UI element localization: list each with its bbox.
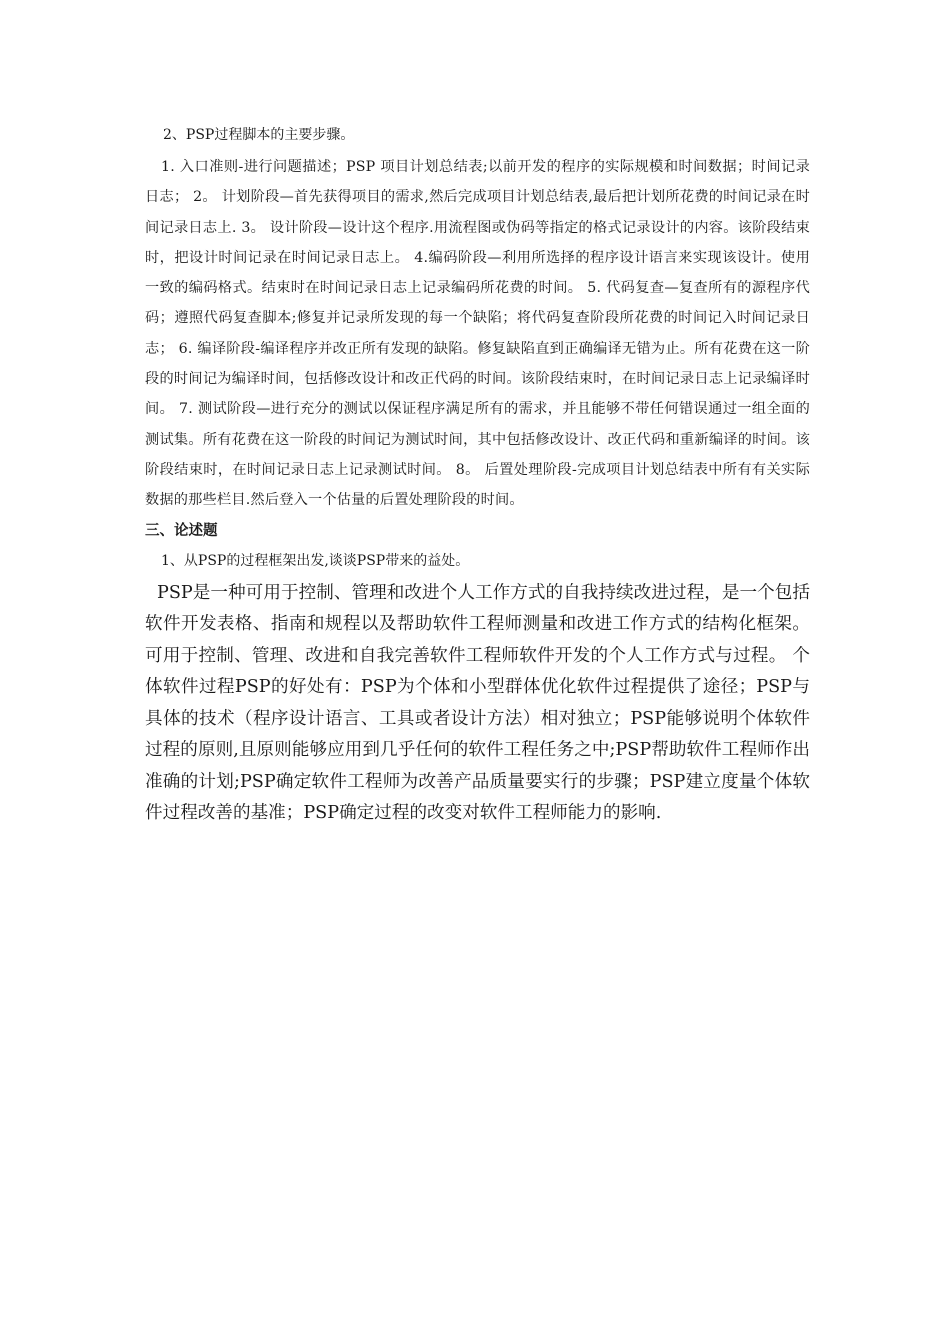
essay-question: 1、从PSP的过程框架出发,谈谈PSP带来的益处。 [161,552,470,569]
essay-answer-paragraph: PSP是一种可用于控制、管理和改进个人工作方式的自我持续改进过程，是一个包括软件开发表格、指南和规程以及帮助软件工程师测量和改进工作方式的结构化框架。可用于控制、管理、改进和自我完善软件工程师软件开发的个人工作方式与过程。 个体软件过程PSP的好处有：PSP为个体和小型群体优化软件过程提供了途径；PSP与具体的技术（程序设计语言、工具或者设计方法）相对独立；PSP能够说明个体软件过程的原则,且原则能够应用到几乎任何的软件工程任务之中;PSP帮助软件工程师作出准确的计划;PSP确定软件工程师为改善产品质量要实行的步骤；PSP建立度量个体软件过程改善的基准；PSP确定过程的改变对软件工程师能力的影响. [145,582,810,824]
section3-title: 三、论述题 [145,522,218,539]
document-page [145,118,810,830]
section2-heading: 2、PSP过程脚本的主要步骤。 [163,127,355,143]
psp-steps-paragraph: 1. 入口准则-进行问题描述；PSP 项目计划总结表;以前开发的程序的实际规模和时间数据；时间记录日志； 2。 计划阶段—首先获得项目的需求,然后完成项目计划总结表,最后把计划所花费的时间记录在时间记录日志上. 3。 设计阶段—设计这个程序.用流程图或伪码等指定的格式记录设计的内容。该阶段结束时，把设计时间记录在时间记录日志上。 4.编码阶段—利用所选择的程序设计语言来实现该设计。使用一致的编码格式。结束时在时间记录日志上记录编码所花费的时间。 5. 代码复查—复查所有的源程序代码；遵照代码复查脚本;修复并记录所发现的每一个缺陷；将代码复查阶段所花费的时间记入时间记录日志； 6. 编译阶段-编译程序并改正所有发现的缺陷。修复缺陷直到正确编译无错为止。所有花费在这一阶段的时间记为编译时间，包括修改设计和改正代码的时间。该阶段结束时，在时间记录日志上记录编译时间。 7. 测试阶段—进行充分的测试以保证程序满足所有的需求，并且能够不带任何错误通过一组全面的测试集。所有花费在这一阶段的时间记为测试时间，其中包括修改设计、改正代码和重新编译的时间。该阶段结束时，在时间记录日志上记录测试时间。 8。 后置处理阶段-完成项目计划总结表中所有有关实际数据的那些栏目.然后登入一个估量的后置处理阶段的时间。 [145,159,810,509]
